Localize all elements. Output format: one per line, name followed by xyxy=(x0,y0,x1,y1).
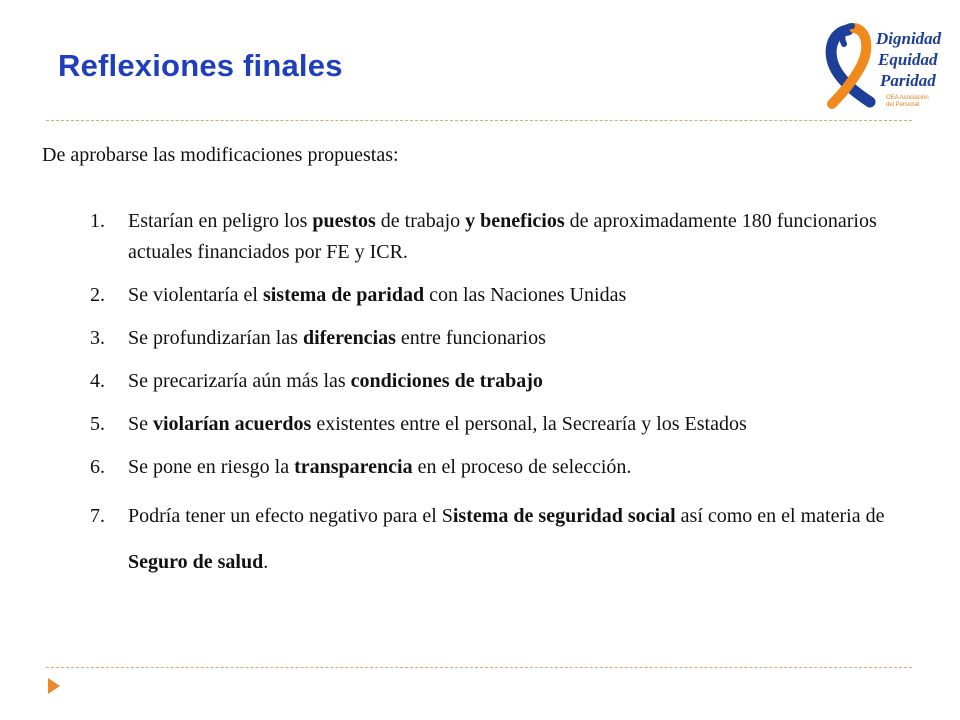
list-item-bold-text: transparencia xyxy=(294,456,413,478)
list-item-text: entre funcionarios xyxy=(395,327,546,349)
list-item-text: Se violentaría el xyxy=(128,284,263,306)
list-item-text: Se pone en riesgo la xyxy=(128,456,295,478)
list-item-text: con las Naciones Unidas xyxy=(424,284,627,306)
list-item-text: . xyxy=(263,551,269,573)
list-item-bold-text: istema de seguridad social xyxy=(452,505,676,527)
list-item-number: 5. xyxy=(90,413,105,435)
list-item-text: Se profundizarían las xyxy=(128,327,303,349)
dignidad-equidad-paridad-logo xyxy=(818,22,942,116)
list-item-bold-text: diferencias xyxy=(302,327,396,349)
list-item-number: 7. xyxy=(90,505,105,527)
next-arrow-icon[interactable] xyxy=(46,676,62,696)
list-item-text: Se xyxy=(128,413,153,435)
list-item-bold-text: condiciones de trabajo xyxy=(350,370,543,392)
logo-word-paridad: Paridad xyxy=(880,71,936,90)
list-item xyxy=(90,452,920,483)
list-item-text: Podría tener un efecto negativo para el S xyxy=(128,505,453,527)
list-item-text: existentes entre el personal, la Secrearía y los Estados xyxy=(311,413,747,435)
arrow-shape xyxy=(48,678,60,694)
list-item-number: 4. xyxy=(90,370,105,392)
list-item xyxy=(90,409,920,440)
list-item-bold-text: sistema de paridad xyxy=(262,284,425,306)
top-divider xyxy=(46,120,912,121)
list-item xyxy=(90,366,920,397)
list-item-text: de trabajo xyxy=(375,210,466,232)
numbered-list xyxy=(90,206,920,597)
list-item-text: Se precarizaría aún más las xyxy=(128,370,351,392)
logo-subtitle-line2: del Personal xyxy=(886,102,920,108)
intro-text: De aprobarse las modificaciones propuestas: xyxy=(42,144,399,166)
list-item-bold-text: puestos xyxy=(312,210,376,232)
list-item-bold-text: Seguro de salud xyxy=(128,551,264,573)
list-item-number: 3. xyxy=(90,327,105,349)
slide-title: Reflexiones finales xyxy=(58,48,343,83)
list-item-number: 1. xyxy=(90,210,105,232)
list-item-text: de aproximadamente 180 funcionarios actuales financiados por FE y ICR. xyxy=(128,210,877,263)
list-item xyxy=(90,280,920,311)
list-item xyxy=(90,493,920,585)
bottom-divider xyxy=(46,667,912,668)
list-item-bold-text: violarían acuerdos xyxy=(153,413,312,435)
list-item-number: 6. xyxy=(90,456,105,478)
list-item xyxy=(90,206,920,268)
list-item-text: Estarían en peligro los xyxy=(128,210,313,232)
list-item xyxy=(90,323,920,354)
list-item-text: así como en el materia de xyxy=(675,505,885,527)
logo-word-dignidad: Dignidad xyxy=(876,29,942,48)
list-item-bold-text: y beneficios xyxy=(465,210,565,232)
logo-subtitle-line1: OEA Asociación xyxy=(886,95,929,101)
logo-word-equidad: Equidad xyxy=(878,50,938,69)
list-item-number: 2. xyxy=(90,284,105,306)
list-item-text: en el proceso de selección. xyxy=(412,456,632,478)
